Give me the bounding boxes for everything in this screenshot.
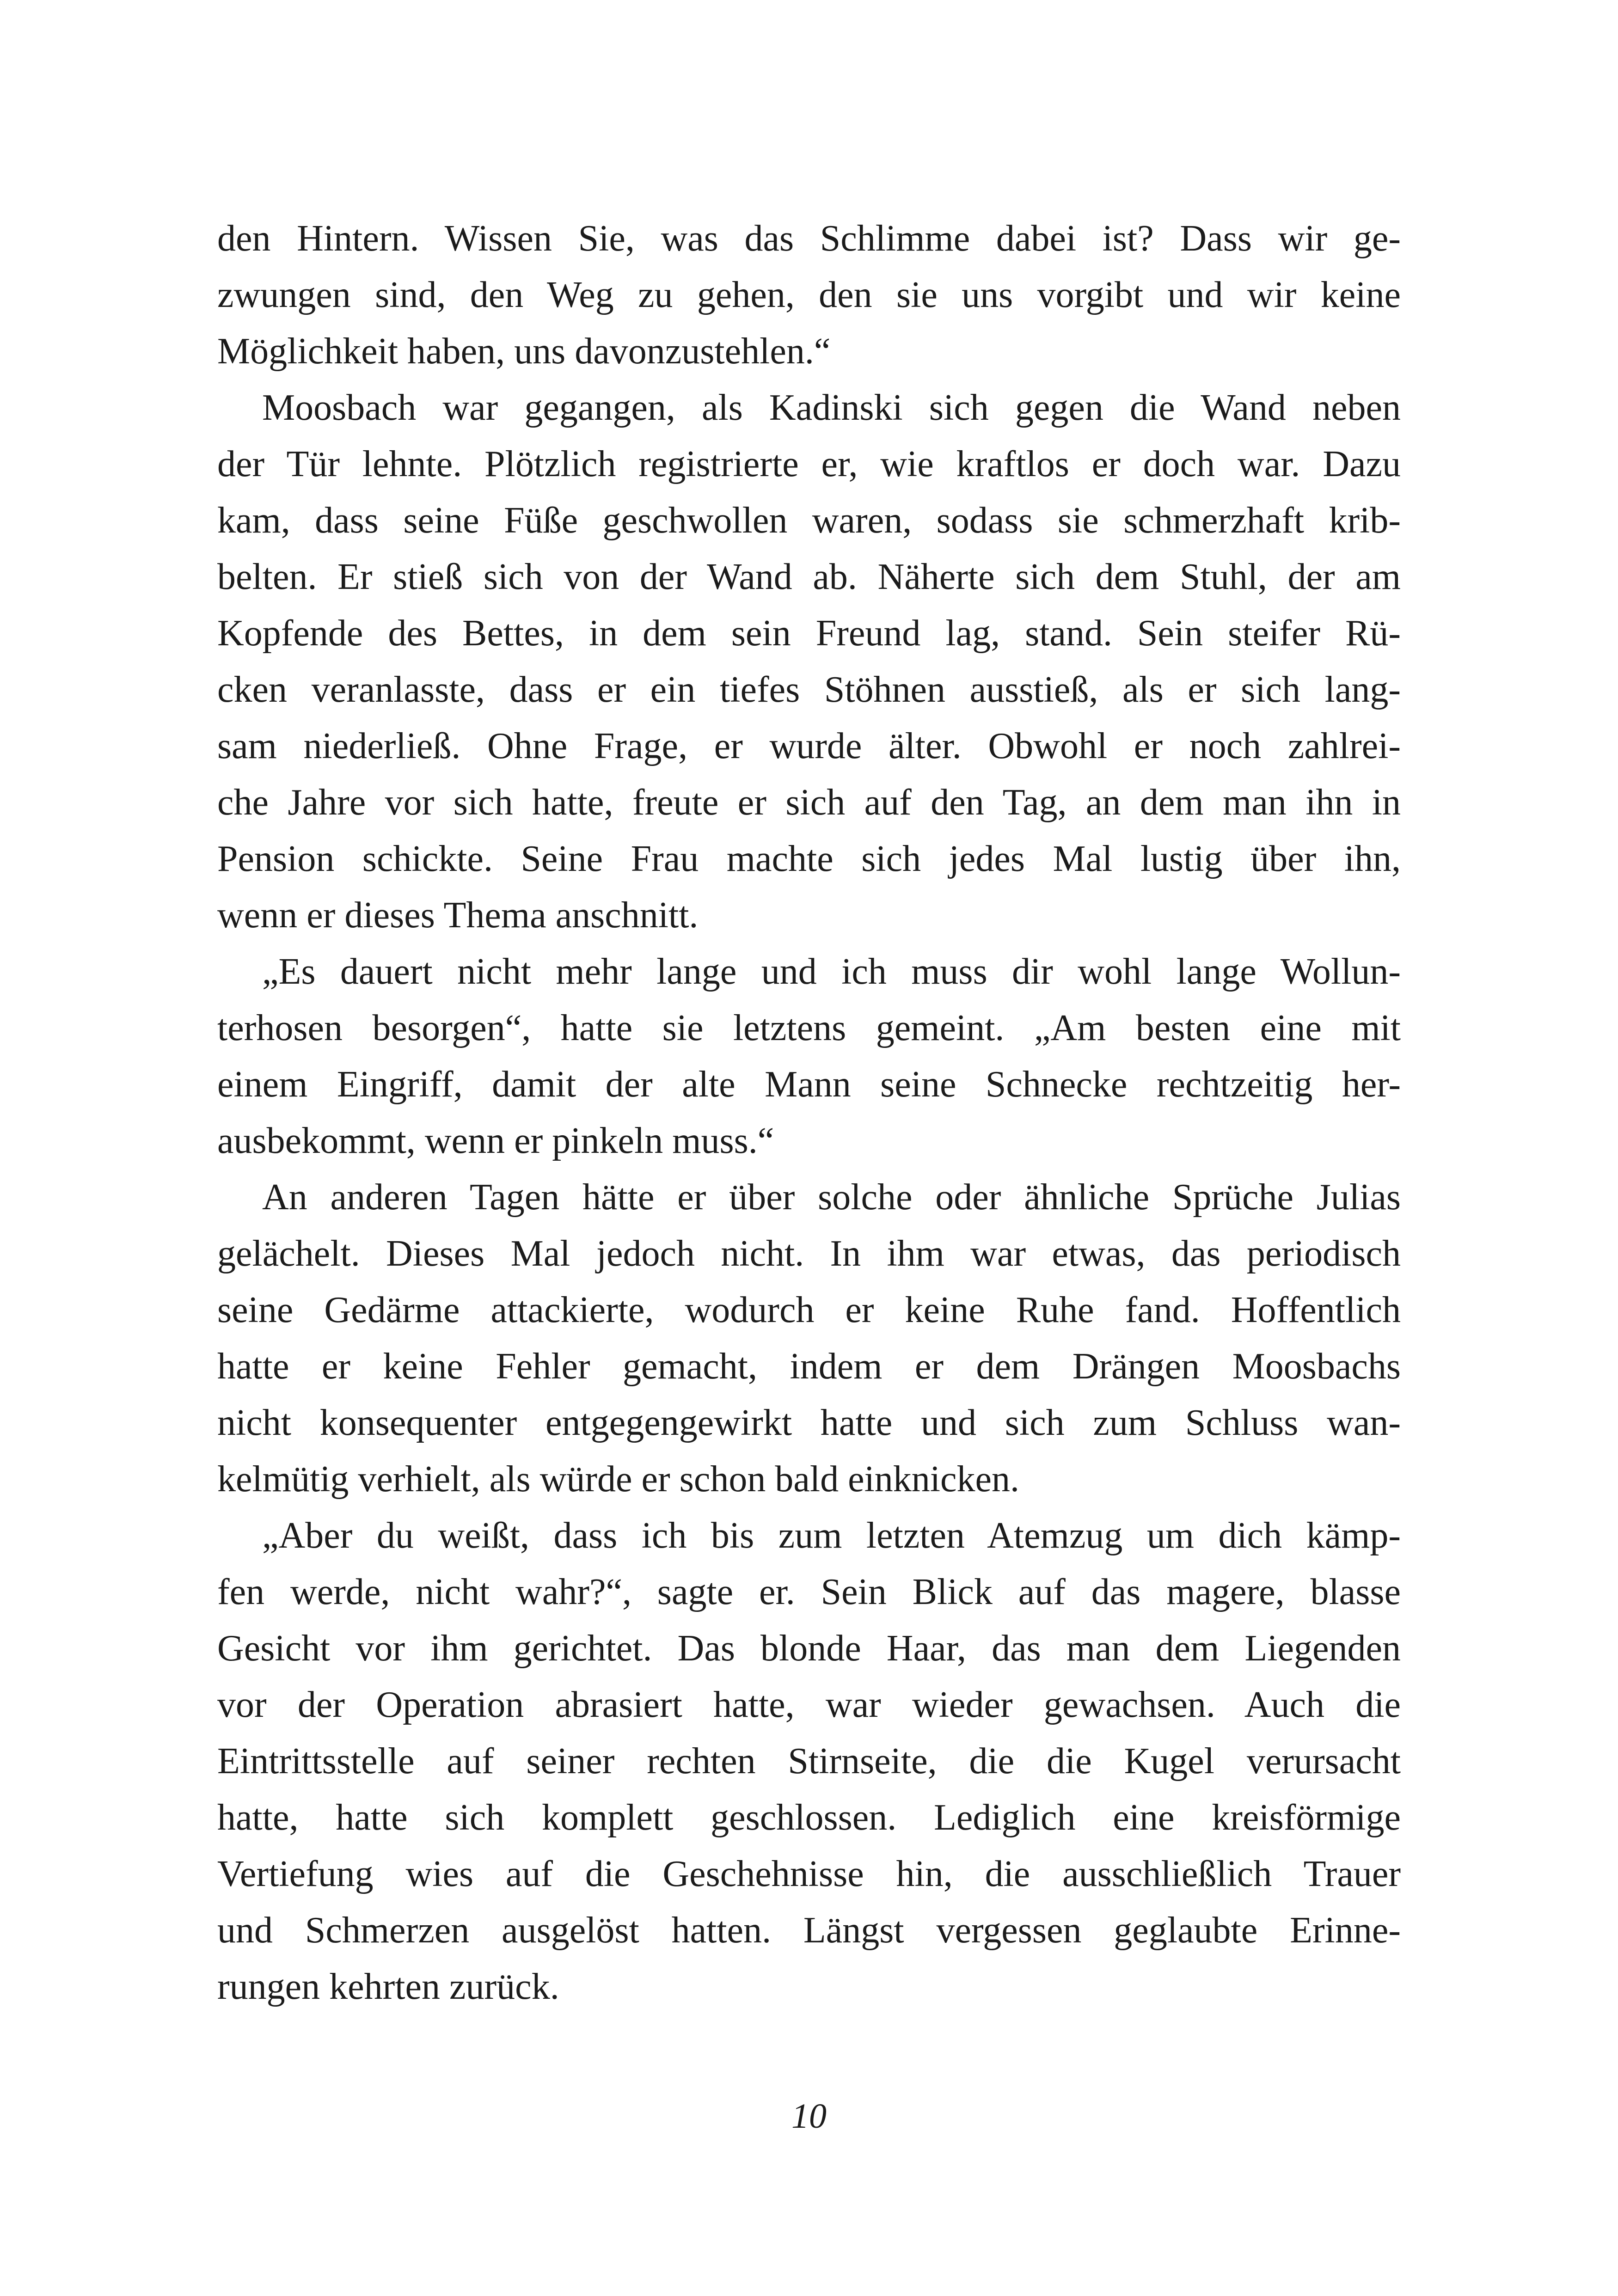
text-line: „Aber du weißt, dass ich bis zum letzten Atemzug um dich kämp- [262,1515,1401,1556]
text-line: kam, dass seine Füße geschwollen waren, sodass sie schmerzhaft krib- [217,500,1401,541]
text-line: Gesicht vor ihm gerichtet. Das blonde Haar, das man dem Liegenden [217,1628,1401,1669]
text-line: nicht konsequenter entgegengewirkt hatte und sich zum Schluss wan- [217,1402,1401,1443]
text-line: Möglichkeit haben, uns davonzustehlen.“ [217,331,831,372]
text-line: Pension schickte. Seine Frau machte sich jedes Mal lustig über ihn, [217,839,1401,879]
text-line: Moosbach war gegangen, als Kadinski sich gegen die Wand neben [262,387,1401,428]
text-line: gelächelt. Dieses Mal jedoch nicht. In ihm war etwas, das periodisch [217,1233,1401,1274]
text-line: terhosen besorgen“, hatte sie letztens gemeint. „Am besten eine mit [217,1008,1401,1048]
body-text [217,210,1401,2015]
text-line: cken veranlasste, dass er ein tiefes Stöhnen ausstieß, als er sich lang- [217,669,1401,710]
text-line: che Jahre vor sich hatte, freute er sich auf den Tag, an dem man ihn in [217,782,1401,823]
text-line: belten. Er stieß sich von der Wand ab. Näherte sich dem Stuhl, der am [217,557,1401,597]
text-line: An anderen Tagen hätte er über solche oder ähnliche Sprüche Julias [262,1177,1401,1218]
text-line: Vertiefung wies auf die Geschehnisse hin, die ausschließlich Trauer [217,1854,1401,1894]
text-line: einem Eingriff, damit der alte Mann seine Schnecke rechtzeitig her- [217,1064,1401,1105]
text-line: der Tür lehnte. Plötzlich registrierte er, wie kraftlos er doch war. Dazu [217,444,1401,484]
text-line: ausbekommt, wenn er pinkeln muss.“ [217,1120,774,1161]
text-line: fen werde, nicht wahr?“, sagte er. Sein Blick auf das magere, blasse [217,1572,1401,1612]
text-line: Kopfende des Bettes, in dem sein Freund lag, stand. Sein steifer Rü- [217,613,1401,654]
text-line: vor der Operation abrasiert hatte, war wieder gewachsen. Auch die [217,1684,1401,1725]
text-line: hatte er keine Fehler gemacht, indem er dem Drängen Moosbachs [217,1346,1401,1387]
text-line: Eintrittsstelle auf seiner rechten Stirnseite, die die Kugel verursacht [217,1741,1401,1782]
text-line: den Hintern. Wissen Sie, was das Schlimme dabei ist? Dass wir ge- [217,218,1401,259]
text-line: rungen kehrten zurück. [217,1966,559,2007]
page-number: 10 [791,2097,827,2136]
text-line: hatte, hatte sich komplett geschlossen. Lediglich eine kreisförmige [217,1797,1401,1838]
text-line: wenn er dieses Thema anschnitt. [217,895,699,936]
text-line: „Es dauert nicht mehr lange und ich muss dir wohl lange Wollun- [262,951,1401,992]
text-line: und Schmerzen ausgelöst hatten. Längst vergessen geglaubte Erinne- [217,1910,1401,1951]
text-line: sam niederließ. Ohne Frage, er wurde älter. Obwohl er noch zahlrei- [217,726,1401,766]
text-line: kelmütig verhielt, als würde er schon bald einknicken. [217,1459,1020,1500]
text-line: seine Gedärme attackierte, wodurch er keine Ruhe fand. Hoffentlich [217,1290,1401,1330]
text-line: zwungen sind, den Weg zu gehen, den sie uns vorgibt und wir keine [217,275,1401,315]
